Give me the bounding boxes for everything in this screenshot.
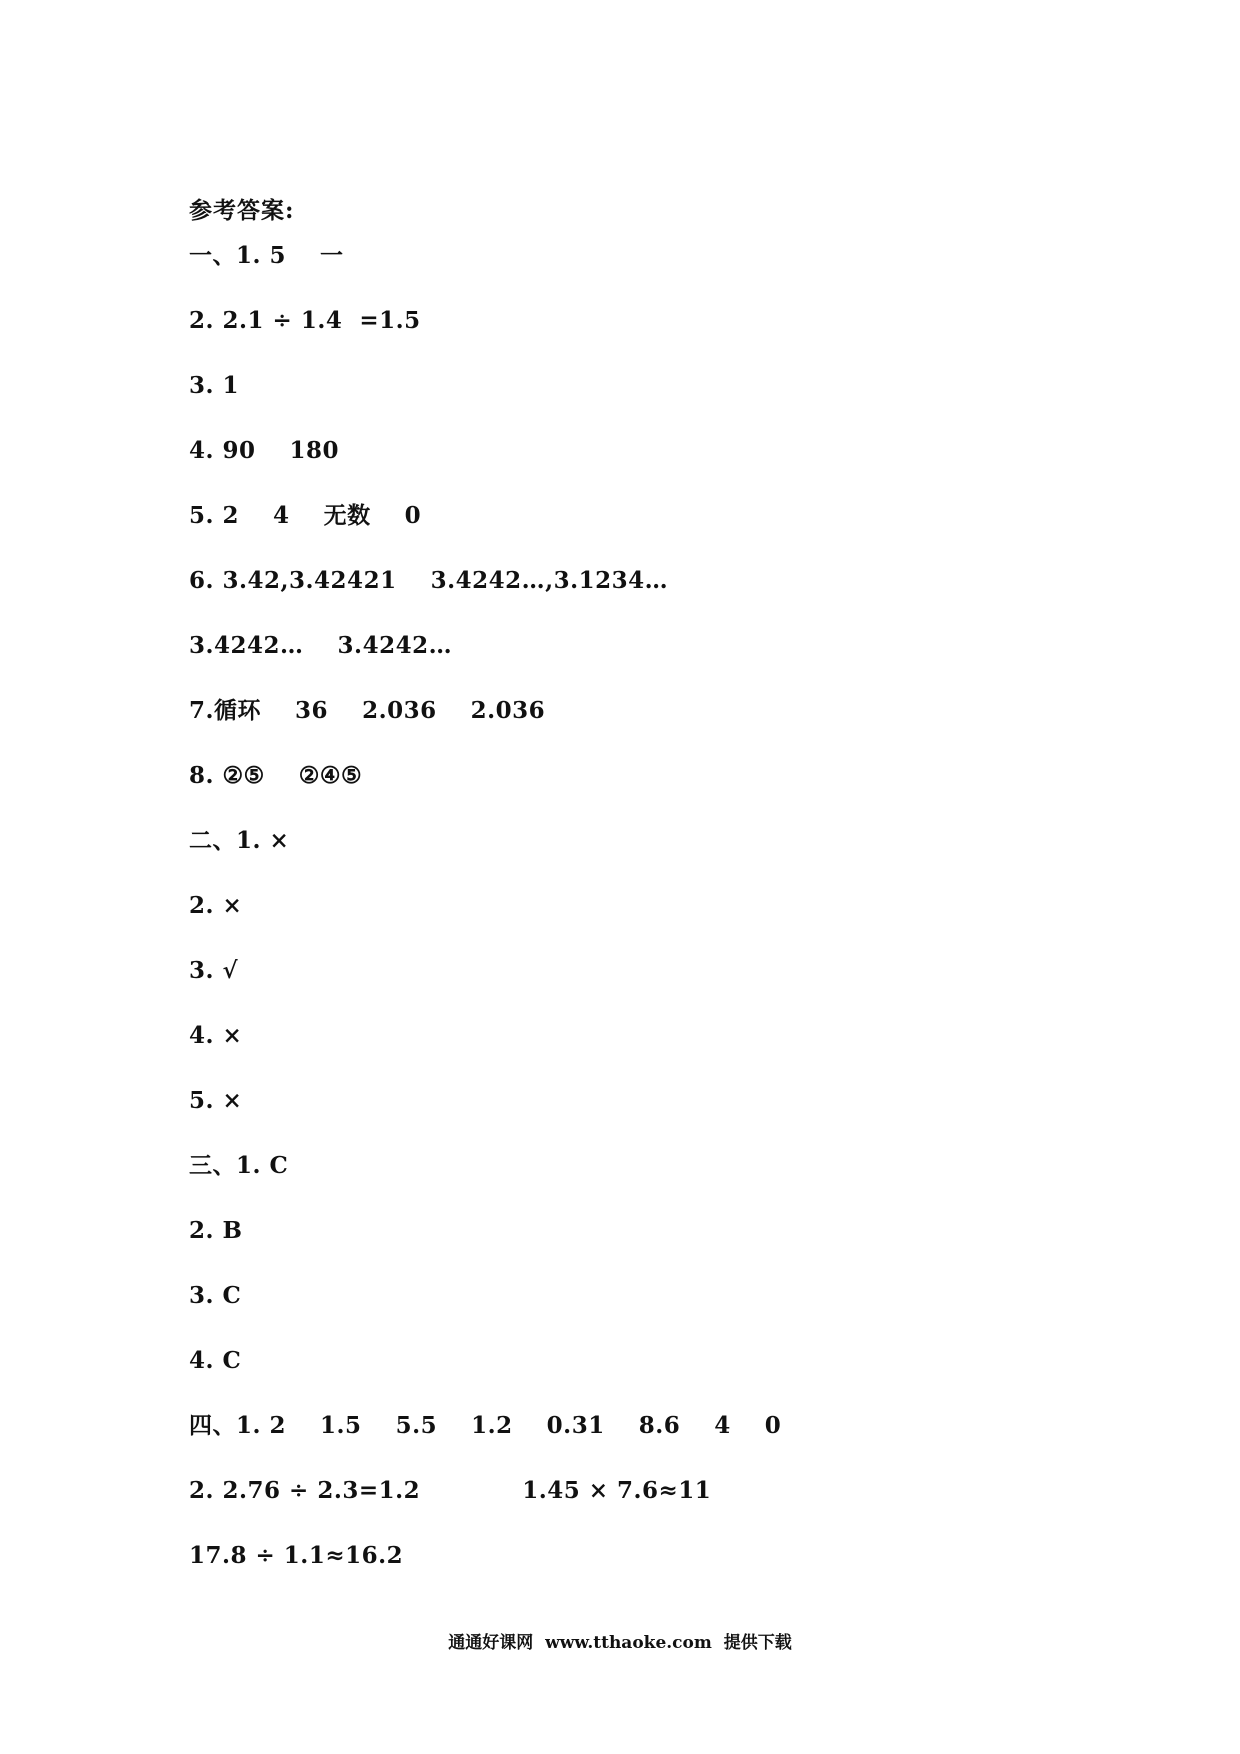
answer-line: 四、1. 2 1.5 5.5 1.2 0.31 8.6 4 0 xyxy=(189,1412,782,1439)
answer-line: 4. 90 180 xyxy=(189,437,340,464)
answer-line: 2. 2.1 ÷ 1.4 =1.5 xyxy=(189,307,421,334)
download-footer: 通通好课网 www.tthaoke.com 提供下载 xyxy=(448,1633,792,1653)
answer-line: 2. 2.76 ÷ 2.3=1.2 1.45 × 7.6≈11 xyxy=(189,1477,712,1504)
answer-line: 4. C xyxy=(189,1347,242,1374)
answer-line: 5. × xyxy=(189,1087,243,1114)
answer-line: 3.4242… 3.4242… xyxy=(189,632,453,659)
answer-line: 17.8 ÷ 1.1≈16.2 xyxy=(189,1542,404,1569)
answer-line: 2. × xyxy=(189,892,243,919)
answer-line: 6. 3.42,3.42421 3.4242…,3.1234… xyxy=(189,567,669,594)
answer-line: 7.循环 36 2.036 2.036 xyxy=(189,697,546,724)
answer-line: 3. √ xyxy=(189,957,239,984)
answer-line: 5. 2 4 无数 0 xyxy=(189,502,422,529)
answer-line: 一、1. 5 一 xyxy=(189,242,344,269)
answer-line: 二、1. × xyxy=(189,827,290,854)
answer-line: 2. B xyxy=(189,1217,243,1244)
answer-line: 4. × xyxy=(189,1022,243,1049)
answer-line: 3. C xyxy=(189,1282,242,1309)
answer-line: 3. 1 xyxy=(189,372,240,399)
answer-line: 8. ②⑤ ②④⑤ xyxy=(189,762,363,789)
answer-title: 参考答案: xyxy=(189,197,295,224)
answer-line: 三、1. C xyxy=(189,1152,289,1179)
answer-list xyxy=(189,241,781,1606)
